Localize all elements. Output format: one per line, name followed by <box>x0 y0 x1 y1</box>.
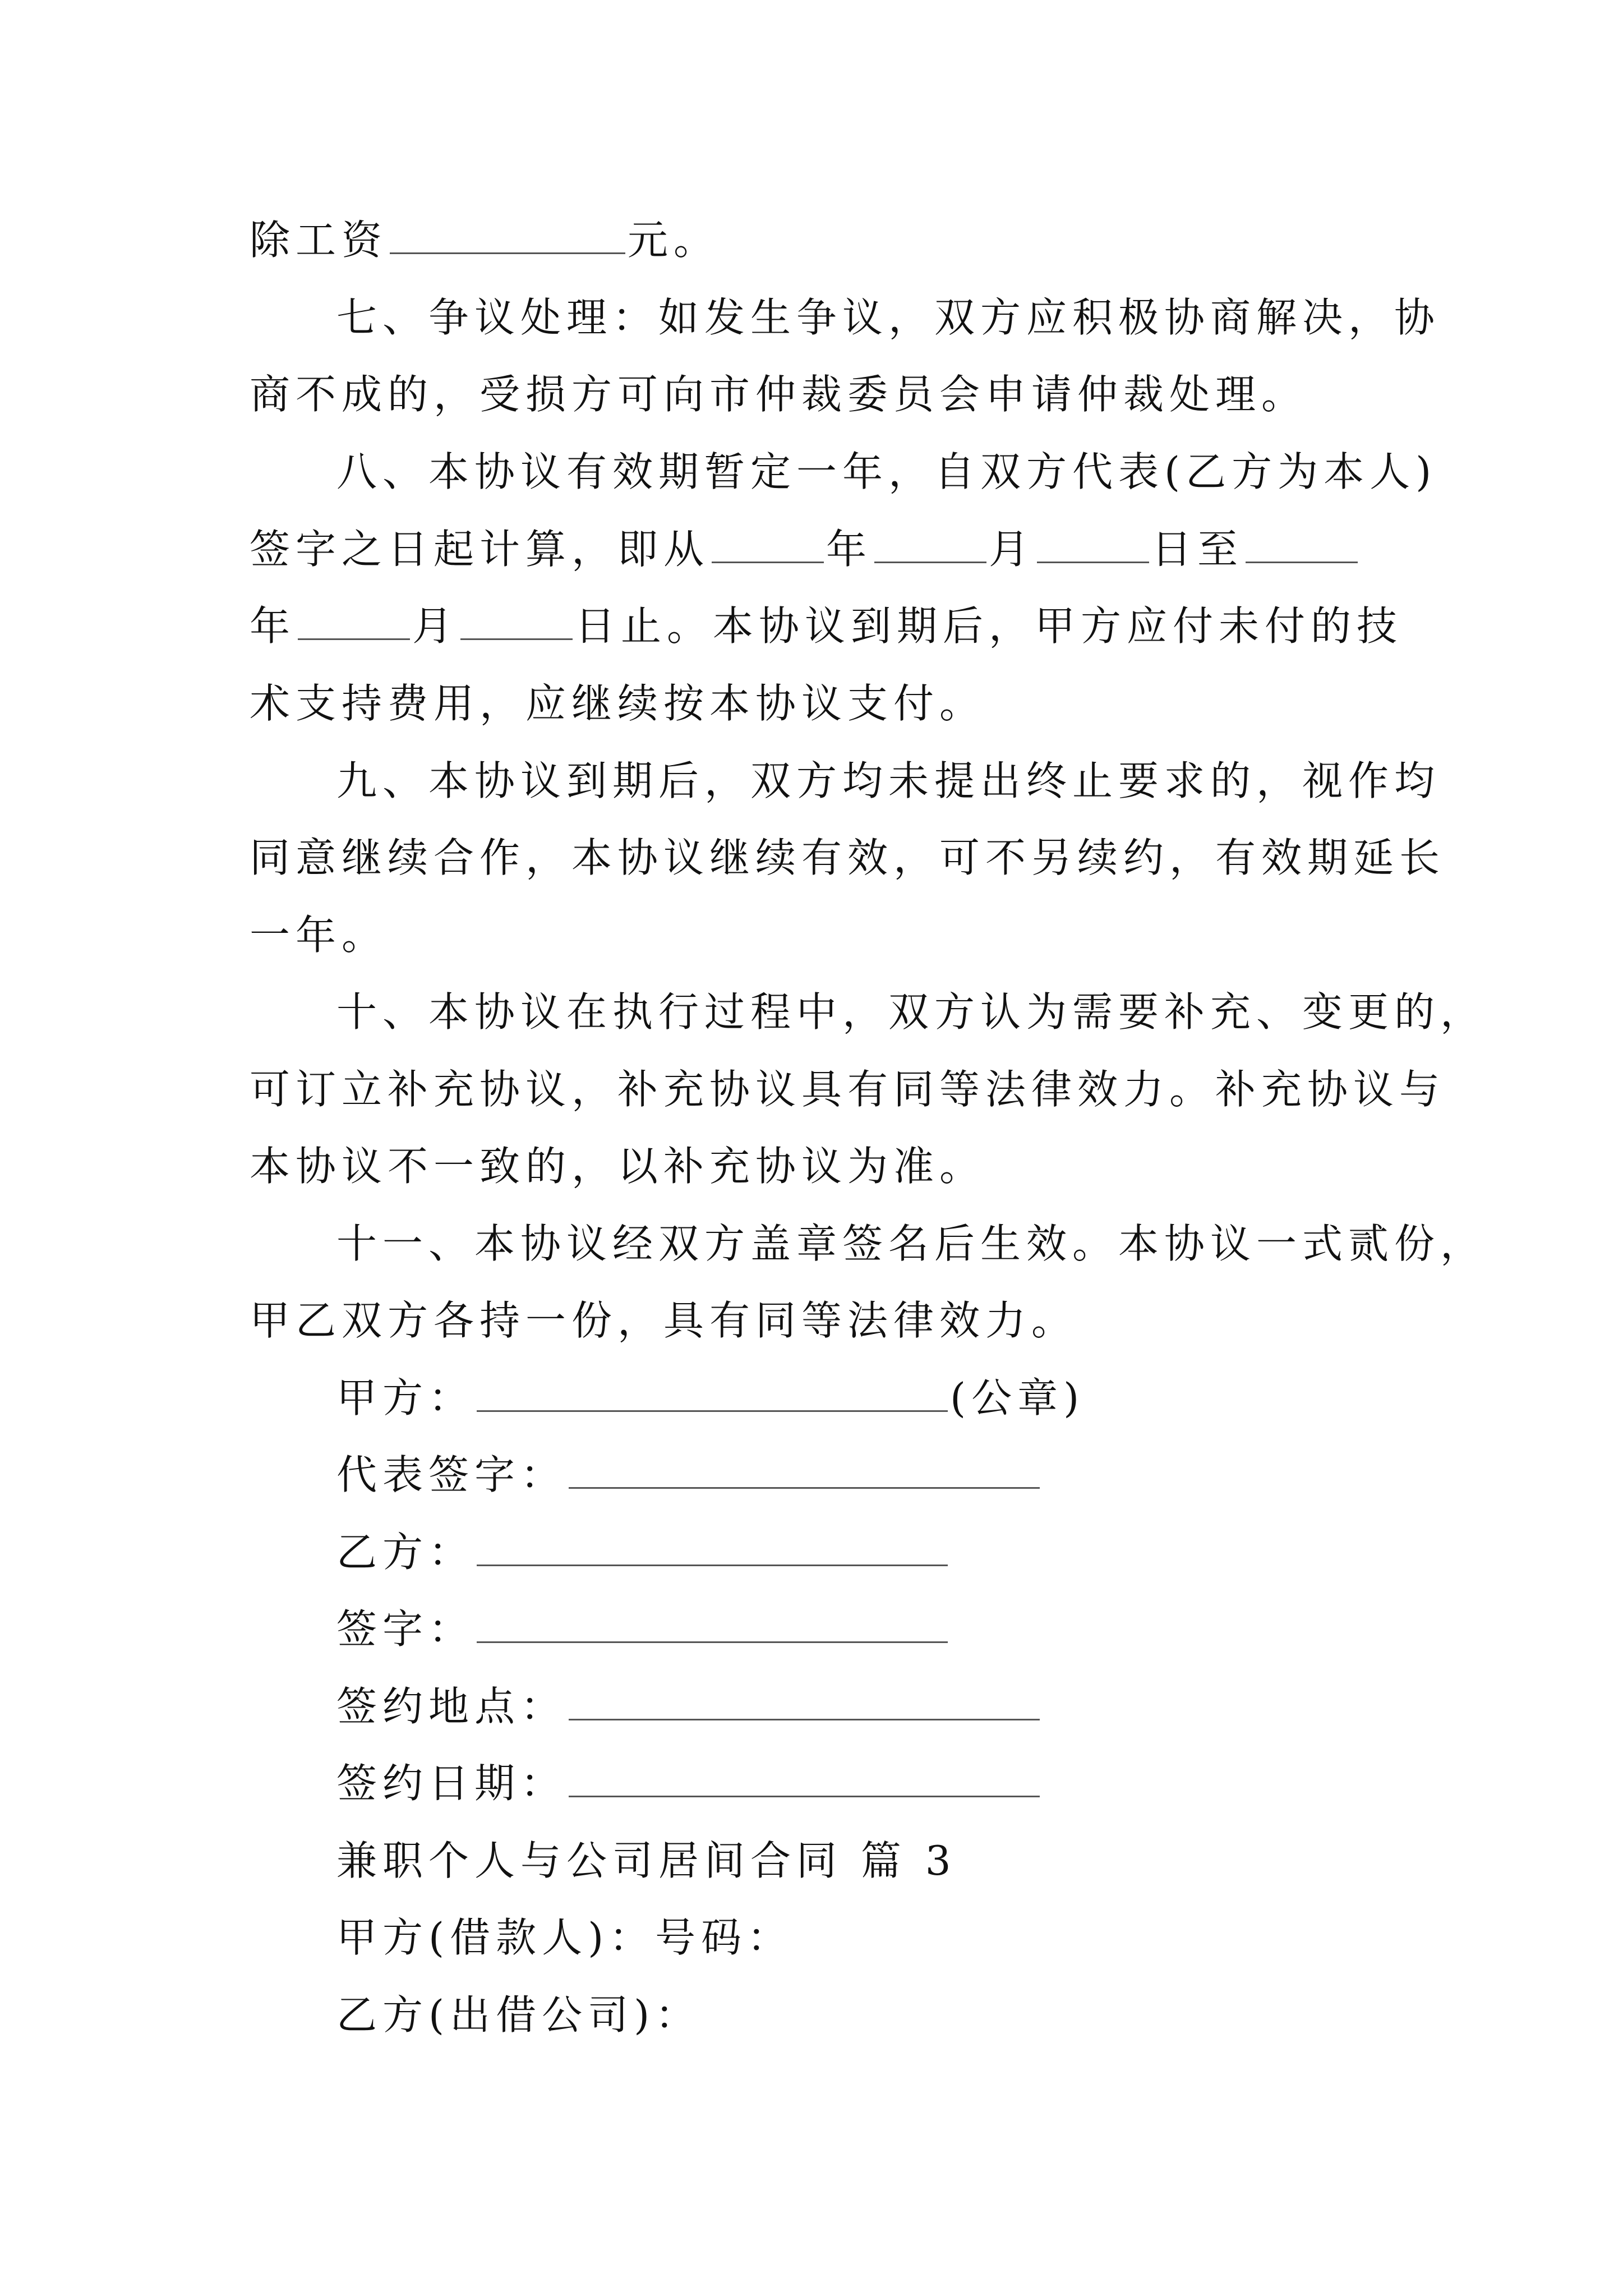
seal-label: (公章) <box>950 1374 1085 1421</box>
text-line <box>250 522 1360 576</box>
text-line: 本协议不一致的，以补充协议为准。 <box>250 1143 986 1190</box>
text-line: 十一、本协议经双方盖章签名后生效。本协议一式贰份， <box>336 1220 1487 1267</box>
sign-place-line <box>336 1680 1042 1733</box>
text-line: 甲乙双方各持一份，具有同等法律效力。 <box>250 1297 1078 1344</box>
sign-date-label: 签约日期： <box>336 1760 567 1807</box>
text-segment: 年 <box>826 526 873 573</box>
fill-blank <box>1037 528 1149 563</box>
party-a-label: 甲方： <box>336 1374 475 1421</box>
sign-date-blank <box>569 1762 1040 1797</box>
party-b-line <box>336 1525 950 1579</box>
text-line: 可订立补充协议，补充协议具有同等法律效力。补充协议与 <box>250 1066 1446 1113</box>
sign-line <box>336 1602 950 1656</box>
fill-blank <box>712 528 824 563</box>
text-segment: 除工资 <box>250 217 388 264</box>
text-line: 十、本协议在执行过程中，双方认为需要补充、变更的， <box>336 988 1487 1036</box>
fill-blank <box>874 528 986 563</box>
text-line: 八、本协议有效期暂定一年，自双方代表(乙方为本人) <box>336 448 1437 495</box>
sign-place-blank <box>569 1685 1040 1720</box>
sign-place-label: 签约地点： <box>336 1683 567 1730</box>
party-b-blank <box>477 1531 948 1566</box>
section-title: 兼职个人与公司居间合同 篇 3 <box>336 1837 957 1884</box>
fill-blank <box>1246 528 1358 563</box>
fill-blank <box>390 219 625 254</box>
party-a-line <box>336 1371 1085 1425</box>
text-segment: 年 <box>250 602 296 650</box>
text-line: 一年。 <box>250 912 388 959</box>
text-line <box>250 213 720 267</box>
text-segment: 月 <box>412 602 459 650</box>
text-line <box>250 599 1403 653</box>
rep-sign-blank <box>569 1453 1040 1489</box>
text-line: 七、争议处理：如发生争议，双方应积极协商解决，协 <box>336 294 1441 341</box>
text-segment: 元。 <box>628 217 720 264</box>
fill-blank <box>298 605 410 640</box>
borrower-line: 甲方(借款人)：号码： <box>336 1914 794 1961</box>
text-segment: 签字之日起计算，即从 <box>250 526 710 573</box>
party-b-label: 乙方： <box>336 1529 475 1576</box>
fill-blank <box>460 605 573 640</box>
lender-line: 乙方(出借公司)： <box>336 1991 702 2039</box>
text-line: 同意继续合作，本协议继续有效，可不另续约，有效期延长 <box>250 834 1446 881</box>
sign-date-line <box>336 1756 1042 1810</box>
rep-sign-label: 代表签字： <box>336 1451 567 1498</box>
rep-sign-line <box>336 1448 1042 1502</box>
text-line: 术支持费用，应继续按本协议支付。 <box>250 680 986 727</box>
sign-blank <box>477 1608 948 1643</box>
text-line: 九、本协议到期后，双方均未提出终止要求的，视作均 <box>336 757 1441 804</box>
text-segment: 月 <box>989 526 1035 573</box>
text-segment: 日至 <box>1151 526 1244 573</box>
party-a-blank <box>477 1377 948 1412</box>
text-segment: 日止。本协议到期后，甲方应付未付的技 <box>575 602 1403 650</box>
text-line: 商不成的，受损方可向市仲裁委员会申请仲裁处理。 <box>250 371 1308 418</box>
sign-label: 签字： <box>336 1605 475 1653</box>
